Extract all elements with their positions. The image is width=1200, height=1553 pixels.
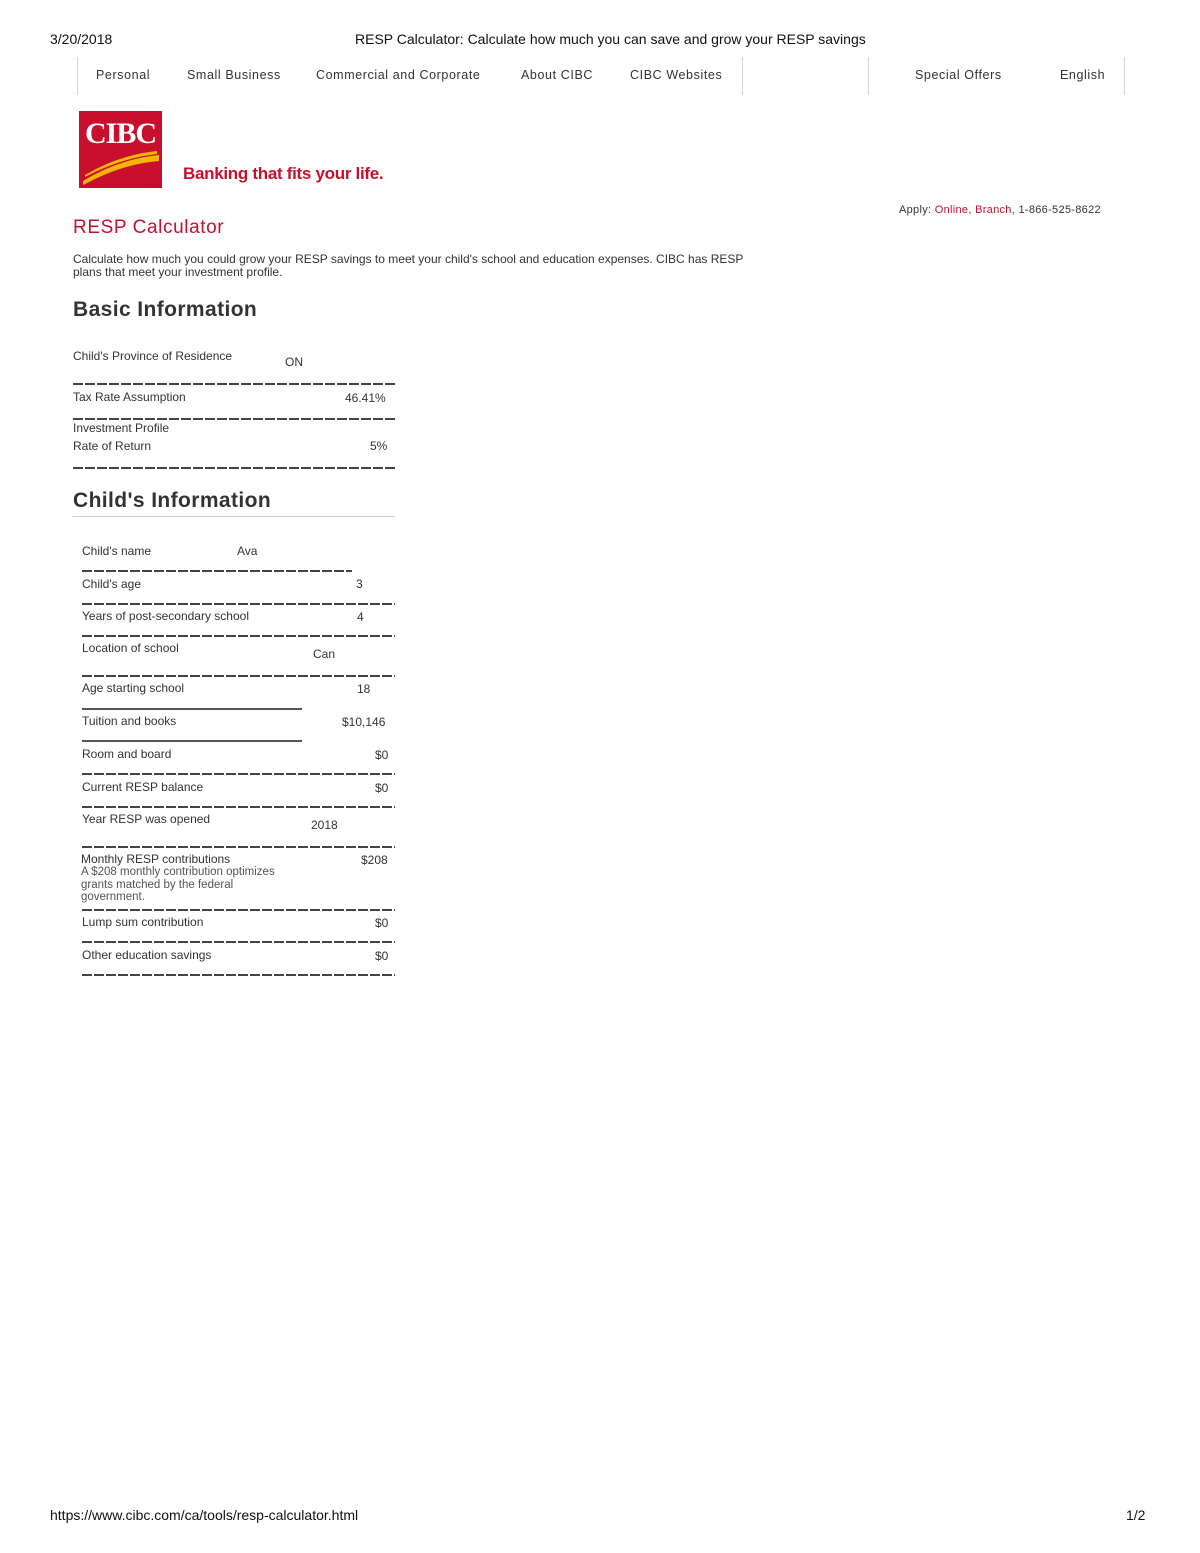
- top-navigation: [77, 57, 1125, 95]
- nav-about-cibc[interactable]: About CIBC: [521, 68, 594, 82]
- logo-swoosh-icon: [79, 149, 162, 188]
- province-select[interactable]: ON: [285, 355, 303, 369]
- nav-cibc-websites[interactable]: CIBC Websites: [630, 68, 723, 82]
- nav-personal[interactable]: Personal: [96, 68, 151, 82]
- year-opened-select[interactable]: 2018: [311, 818, 338, 832]
- divider: [73, 418, 395, 420]
- divider: [82, 708, 302, 710]
- logo-text: CIBC: [84, 117, 156, 150]
- monthly-contribution-label: Monthly RESP contributions: [81, 852, 231, 866]
- print-url: https://www.cibc.com/ca/tools/resp-calculator.html: [50, 1507, 359, 1523]
- cibc-logo[interactable]: [79, 111, 162, 188]
- child-age-label: Child's age: [82, 577, 141, 591]
- tuition-label: Tuition and books: [82, 714, 177, 728]
- nav-divider: [77, 57, 78, 95]
- apply-online-link[interactable]: Online: [934, 204, 969, 216]
- tax-rate-value[interactable]: 46.41%: [345, 391, 386, 405]
- child-age-value[interactable]: 3: [356, 577, 363, 591]
- lump-sum-value[interactable]: $0: [375, 916, 389, 930]
- province-label: Child's Province of Residence: [73, 349, 233, 363]
- nav-small-business[interactable]: Small Business: [187, 68, 281, 82]
- print-date: 3/20/2018: [50, 31, 113, 47]
- divider: [82, 846, 395, 848]
- apply-phone[interactable]: 1-866-525-8622: [1018, 204, 1101, 216]
- location-school-label: Location of school: [82, 641, 179, 655]
- page-title: RESP Calculator: [73, 217, 225, 238]
- years-school-label: Years of post-secondary school: [82, 609, 249, 623]
- apply-prefix: Apply:: [899, 204, 932, 216]
- age-starting-value[interactable]: 18: [357, 682, 371, 696]
- room-board-label: Room and board: [82, 747, 172, 761]
- years-school-value[interactable]: 4: [357, 610, 364, 624]
- monthly-contribution-note: A $208 monthly contribution optimizes grants matched by the federal government.: [81, 866, 275, 903]
- rate-of-return-value[interactable]: 5%: [370, 439, 388, 453]
- nav-language-english[interactable]: English: [1060, 68, 1106, 82]
- divider: [82, 806, 395, 808]
- location-school-select[interactable]: Can: [313, 647, 336, 661]
- room-board-value[interactable]: $0: [375, 748, 389, 762]
- investment-profile-label: Investment Profile: [73, 421, 170, 435]
- year-opened-label: Year RESP was opened: [82, 812, 211, 826]
- other-savings-label: Other education savings: [82, 948, 212, 962]
- age-starting-label: Age starting school: [82, 681, 185, 695]
- nav-divider: [742, 57, 743, 95]
- nav-commercial-corporate[interactable]: Commercial and Corporate: [316, 68, 481, 82]
- divider: [82, 675, 395, 677]
- other-savings-value[interactable]: $0: [375, 949, 389, 963]
- monthly-contribution-value[interactable]: $208: [361, 853, 388, 867]
- divider: [73, 467, 395, 469]
- current-balance-value[interactable]: $0: [375, 781, 389, 795]
- divider: [82, 773, 395, 775]
- tuition-value[interactable]: $10,146: [342, 715, 386, 729]
- divider: [73, 383, 395, 385]
- print-page-number: 1/2: [1126, 1507, 1146, 1523]
- child-name-label: Child's name: [82, 544, 151, 558]
- child-name-input[interactable]: Ava: [237, 544, 258, 558]
- divider: [82, 941, 395, 943]
- nav-special-offers[interactable]: Special Offers: [915, 68, 1002, 82]
- divider: [82, 740, 302, 742]
- divider: [82, 909, 395, 911]
- intro-text: Calculate how much you could grow your RESP savings to meet your child's school and education expenses. CIBC has RESP plans that meet your investment profile.: [73, 252, 744, 279]
- divider: [82, 635, 395, 637]
- divider: [82, 974, 395, 976]
- nav-divider: [868, 57, 869, 95]
- tax-rate-label: Tax Rate Assumption: [73, 390, 186, 404]
- divider: [73, 516, 395, 517]
- childs-information-heading: Child's Information: [73, 489, 272, 512]
- nav-divider: [1124, 57, 1125, 95]
- print-page-title: RESP Calculator: Calculate how much you can save and grow your RESP savings: [355, 31, 866, 47]
- divider: [82, 603, 395, 605]
- apply-links: Apply: Online, Branch, 1-866-525-8622: [899, 204, 1101, 216]
- basic-information-heading: Basic Information: [73, 298, 258, 321]
- rate-of-return-label: Rate of Return: [73, 439, 152, 453]
- current-balance-label: Current RESP balance: [82, 780, 204, 794]
- lump-sum-label: Lump sum contribution: [82, 915, 204, 929]
- brand-tagline: Banking that fits your life.: [183, 164, 384, 183]
- divider: [82, 570, 352, 572]
- apply-branch-link[interactable]: Branch: [975, 204, 1012, 216]
